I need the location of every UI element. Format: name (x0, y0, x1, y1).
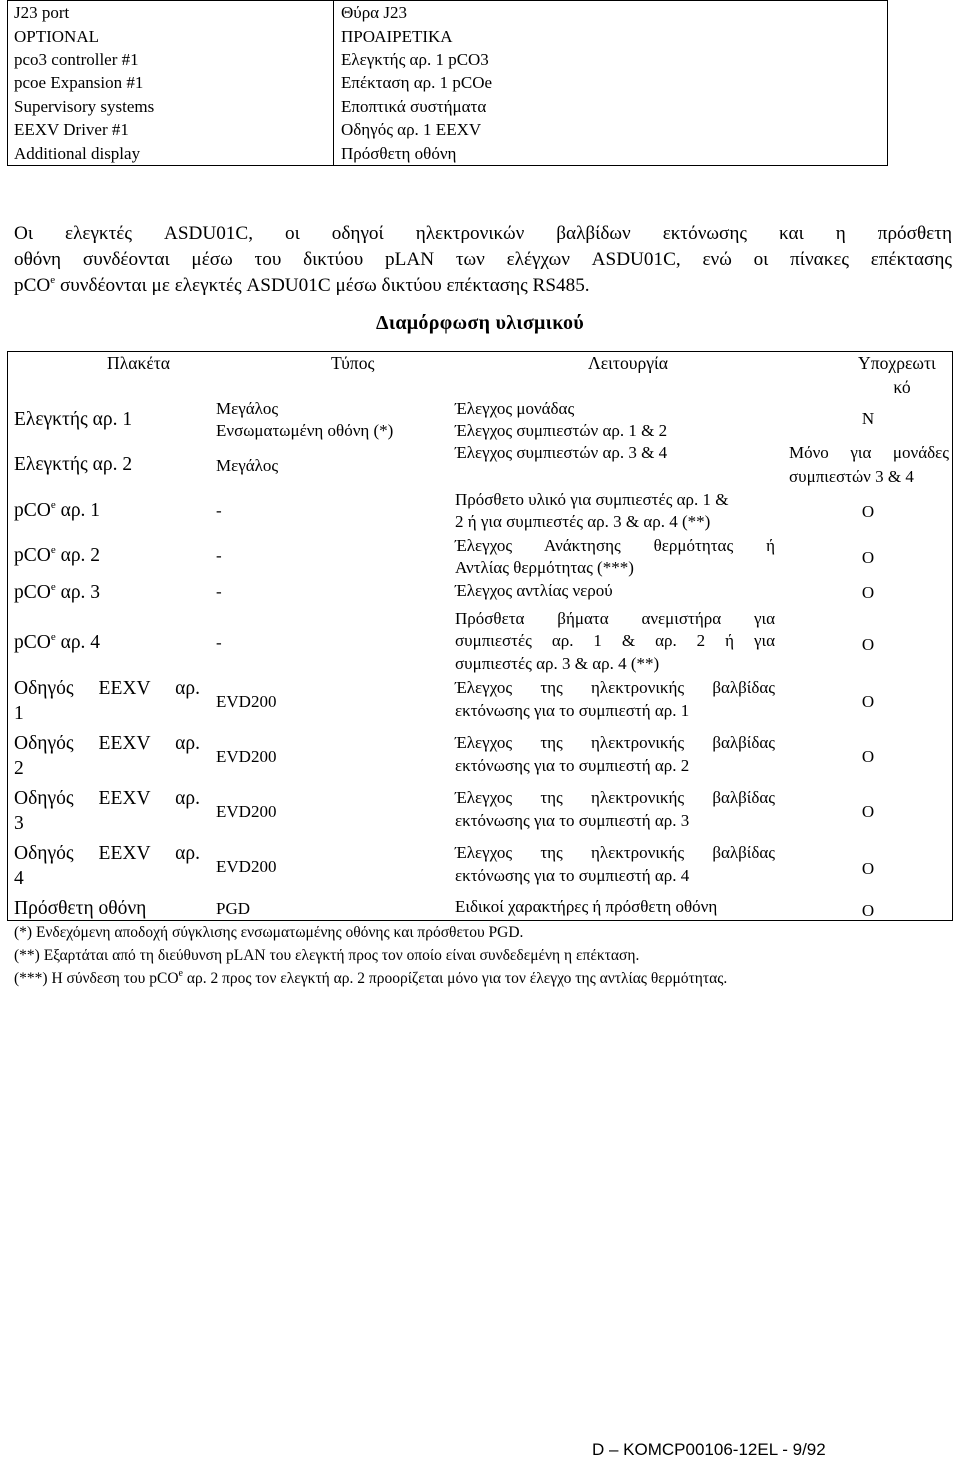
row-function: Έλεγχος μονάδας (455, 399, 575, 418)
row-mandatory: Μόνο για μονάδες (789, 443, 949, 462)
row-function: Πρόσθετο υλικό για συμπιεστές αρ. 1 & (455, 490, 729, 509)
row-function: Έλεγχος Ανάκτησης θερμότητας ή (455, 536, 775, 555)
table-row (8, 48, 888, 71)
row-board: Οδηγός EEXV αρ. (14, 678, 200, 699)
board-pco: pCO (14, 582, 51, 603)
footnote-3-post: αρ. 2 προς τον ελεγκτή αρ. 2 προορίζεται μόνο για τον έλεγχο της αντλίας θερμότητας. (182, 970, 728, 987)
row-board (14, 580, 100, 606)
row-board: Οδηγός EEXV αρ. (14, 788, 200, 809)
port-el: Εποπτικά συστήματα (334, 95, 888, 118)
footnote-3-pre: (***) Η σύνδεση του pCO (14, 970, 179, 987)
header-mandatory-cont: κό (893, 377, 911, 397)
row-function: Ειδικοί χαρακτήρες ή πρόσθετη οθόνη (455, 897, 718, 916)
port-translation-table (7, 0, 888, 166)
row-type: PGD (216, 899, 251, 918)
board-num: αρ. 3 (55, 582, 101, 603)
row-board: 4 (14, 868, 24, 889)
row-function: Έλεγχος συμπιεστών αρ. 1 & 2 (455, 421, 668, 440)
row-function: συμπιεστές αρ. 1 & αρ. 2 ή για (455, 631, 775, 650)
row-board: Ελεγκτής αρ. 2 (14, 454, 133, 475)
port-en: pco3 controller #1 (8, 48, 334, 71)
row-type: EVD200 (216, 857, 277, 876)
row-board: Οδηγός EEXV αρ. (14, 843, 200, 864)
port-el: Επέκταση αρ. 1 pCOe (334, 71, 888, 94)
row-board: Ελεγκτής αρ. 1 (14, 409, 133, 430)
row-board: Πρόσθετη οθόνη (14, 898, 147, 919)
paragraph-line-3 (14, 273, 952, 299)
row-type: - (216, 501, 222, 520)
board-num: αρ. 1 (55, 500, 101, 521)
table-row (8, 118, 888, 141)
row-function: Έλεγχος συμπιεστών αρ. 3 & 4 (455, 443, 668, 462)
table-row (8, 24, 888, 47)
row-mandatory: Ο (861, 548, 875, 567)
row-function: εκτόνωσης για το συμπιεστή αρ. 4 (455, 866, 690, 885)
paragraph-sup: e (50, 274, 56, 286)
paragraph-pco: pCO (14, 275, 51, 296)
row-mandatory: Ο (861, 901, 875, 920)
header-mandatory: Υποχρεωτι (858, 353, 936, 373)
row-mandatory: Ο (861, 583, 875, 602)
board-sup: e (50, 499, 56, 511)
row-type: EVD200 (216, 692, 277, 711)
row-type: Μεγάλος (216, 456, 279, 475)
row-function: εκτόνωσης για το συμπιεστή αρ. 1 (455, 701, 690, 720)
row-mandatory: συμπιεστών 3 & 4 (789, 467, 914, 486)
footnote-2: (**) Εξαρτάται από τη διεύθυνση pLAN του ελεγκτή προς τον οποίο είναι συνδεδεμένη η επέκταση. (14, 947, 640, 964)
row-function: Έλεγχος της ηλεκτρονικής βαλβίδας (455, 678, 775, 697)
port-el: Θύρα J23 (334, 1, 888, 25)
port-en: J23 port (8, 1, 334, 25)
row-mandatory: Ο (861, 692, 875, 711)
board-pco: pCO (14, 632, 51, 653)
row-mandatory: Ο (861, 635, 875, 654)
row-function: συμπιεστές αρ. 3 & αρ. 4 (**) (455, 654, 660, 673)
row-board (14, 543, 100, 569)
row-board: 2 (14, 758, 24, 779)
port-el: Πρόσθετη οθόνη (334, 142, 888, 166)
row-type: EVD200 (216, 747, 277, 766)
footnote-1: (*) Ενδεχόμενη αποδοχή σύγκλισης ενσωματωμένης οθόνης και πρόσθετου PGD. (14, 924, 524, 941)
row-function: Πρόσθετα βήματα ανεμιστήρα για (455, 609, 775, 628)
port-en: pcoe Expansion #1 (8, 71, 334, 94)
row-function: 2 ή για συμπιεστές αρ. 3 & αρ. 4 (**) (455, 512, 711, 531)
row-function: Έλεγχος της ηλεκτρονικής βαλβίδας (455, 733, 775, 752)
paragraph-rest: συνδέονται με ελεγκτές ASDU01C μέσω δικτύου επέκτασης RS485. (55, 275, 590, 296)
board-sup: e (50, 631, 56, 643)
port-en: Supervisory systems (8, 95, 334, 118)
row-type: Ενσωματωμένη οθόνη (*) (216, 421, 394, 440)
port-table-body (8, 1, 888, 166)
row-type: Μεγάλος (216, 399, 279, 418)
header-function: Λειτουργία (588, 353, 668, 373)
row-function: Έλεγχος της ηλεκτρονικής βαλβίδας (455, 843, 775, 862)
board-pco: pCO (14, 545, 51, 566)
table-row (8, 142, 888, 166)
board-sup: e (50, 581, 56, 593)
table-row (8, 95, 888, 118)
row-type: - (216, 546, 222, 565)
row-mandatory: Ο (861, 502, 875, 521)
paragraph-line-2: οθόνη συνδέονται μέσω του δικτύου pLAN των ελέγχων ASDU01C, ενώ οι πίνακες επέκτασης (14, 249, 952, 270)
row-function: εκτόνωσης για το συμπιεστή αρ. 3 (455, 811, 690, 830)
row-type: - (216, 582, 222, 601)
row-function: Έλεγχος αντλίας νερού (455, 581, 613, 600)
row-board (14, 498, 100, 524)
port-en: OPTIONAL (8, 24, 334, 47)
port-en: EEXV Driver #1 (8, 118, 334, 141)
row-function: εκτόνωσης για το συμπιεστή αρ. 2 (455, 756, 690, 775)
row-function: Έλεγχος της ηλεκτρονικής βαλβίδας (455, 788, 775, 807)
row-board (14, 630, 100, 656)
board-num: αρ. 2 (55, 545, 101, 566)
page-footer: D – KOMCP00106-12EL - 9/92 (592, 1440, 826, 1459)
row-mandatory: Ο (861, 747, 875, 766)
port-el: Ελεγκτής αρ. 1 pCO3 (334, 48, 888, 71)
port-el: ΠΡΟΑΙΡΕΤΙΚΑ (334, 24, 888, 47)
paragraph-line-1: Οι ελεγκτές ASDU01C, οι οδηγοί ηλεκτρονικών βαλβίδων εκτόνωσης και η πρόσθετη (14, 223, 952, 244)
board-pco: pCO (14, 500, 51, 521)
board-num: αρ. 4 (55, 632, 101, 653)
board-sup: e (50, 544, 56, 556)
row-type: EVD200 (216, 802, 277, 821)
table-row (8, 1, 888, 25)
hardware-title: Διαμόρφωση υλισμικού (375, 312, 584, 334)
footnote-3-sup: e (178, 968, 183, 979)
row-mandatory: Ο (861, 802, 875, 821)
row-board: 1 (14, 703, 24, 724)
table-row (8, 71, 888, 94)
footnote-3 (14, 968, 727, 989)
row-mandatory: Ν (861, 409, 875, 428)
port-en: Additional display (8, 142, 334, 166)
port-el: Οδηγός αρ. 1 EEXV (334, 118, 888, 141)
row-board: 3 (14, 813, 24, 834)
row-function: Αντλίας θερμότητας (***) (455, 558, 634, 577)
row-mandatory: Ο (861, 859, 875, 878)
header-type: Τύπος (331, 353, 375, 373)
header-board: Πλακέτα (107, 353, 170, 373)
row-board: Οδηγός EEXV αρ. (14, 733, 200, 754)
row-type: - (216, 633, 222, 652)
